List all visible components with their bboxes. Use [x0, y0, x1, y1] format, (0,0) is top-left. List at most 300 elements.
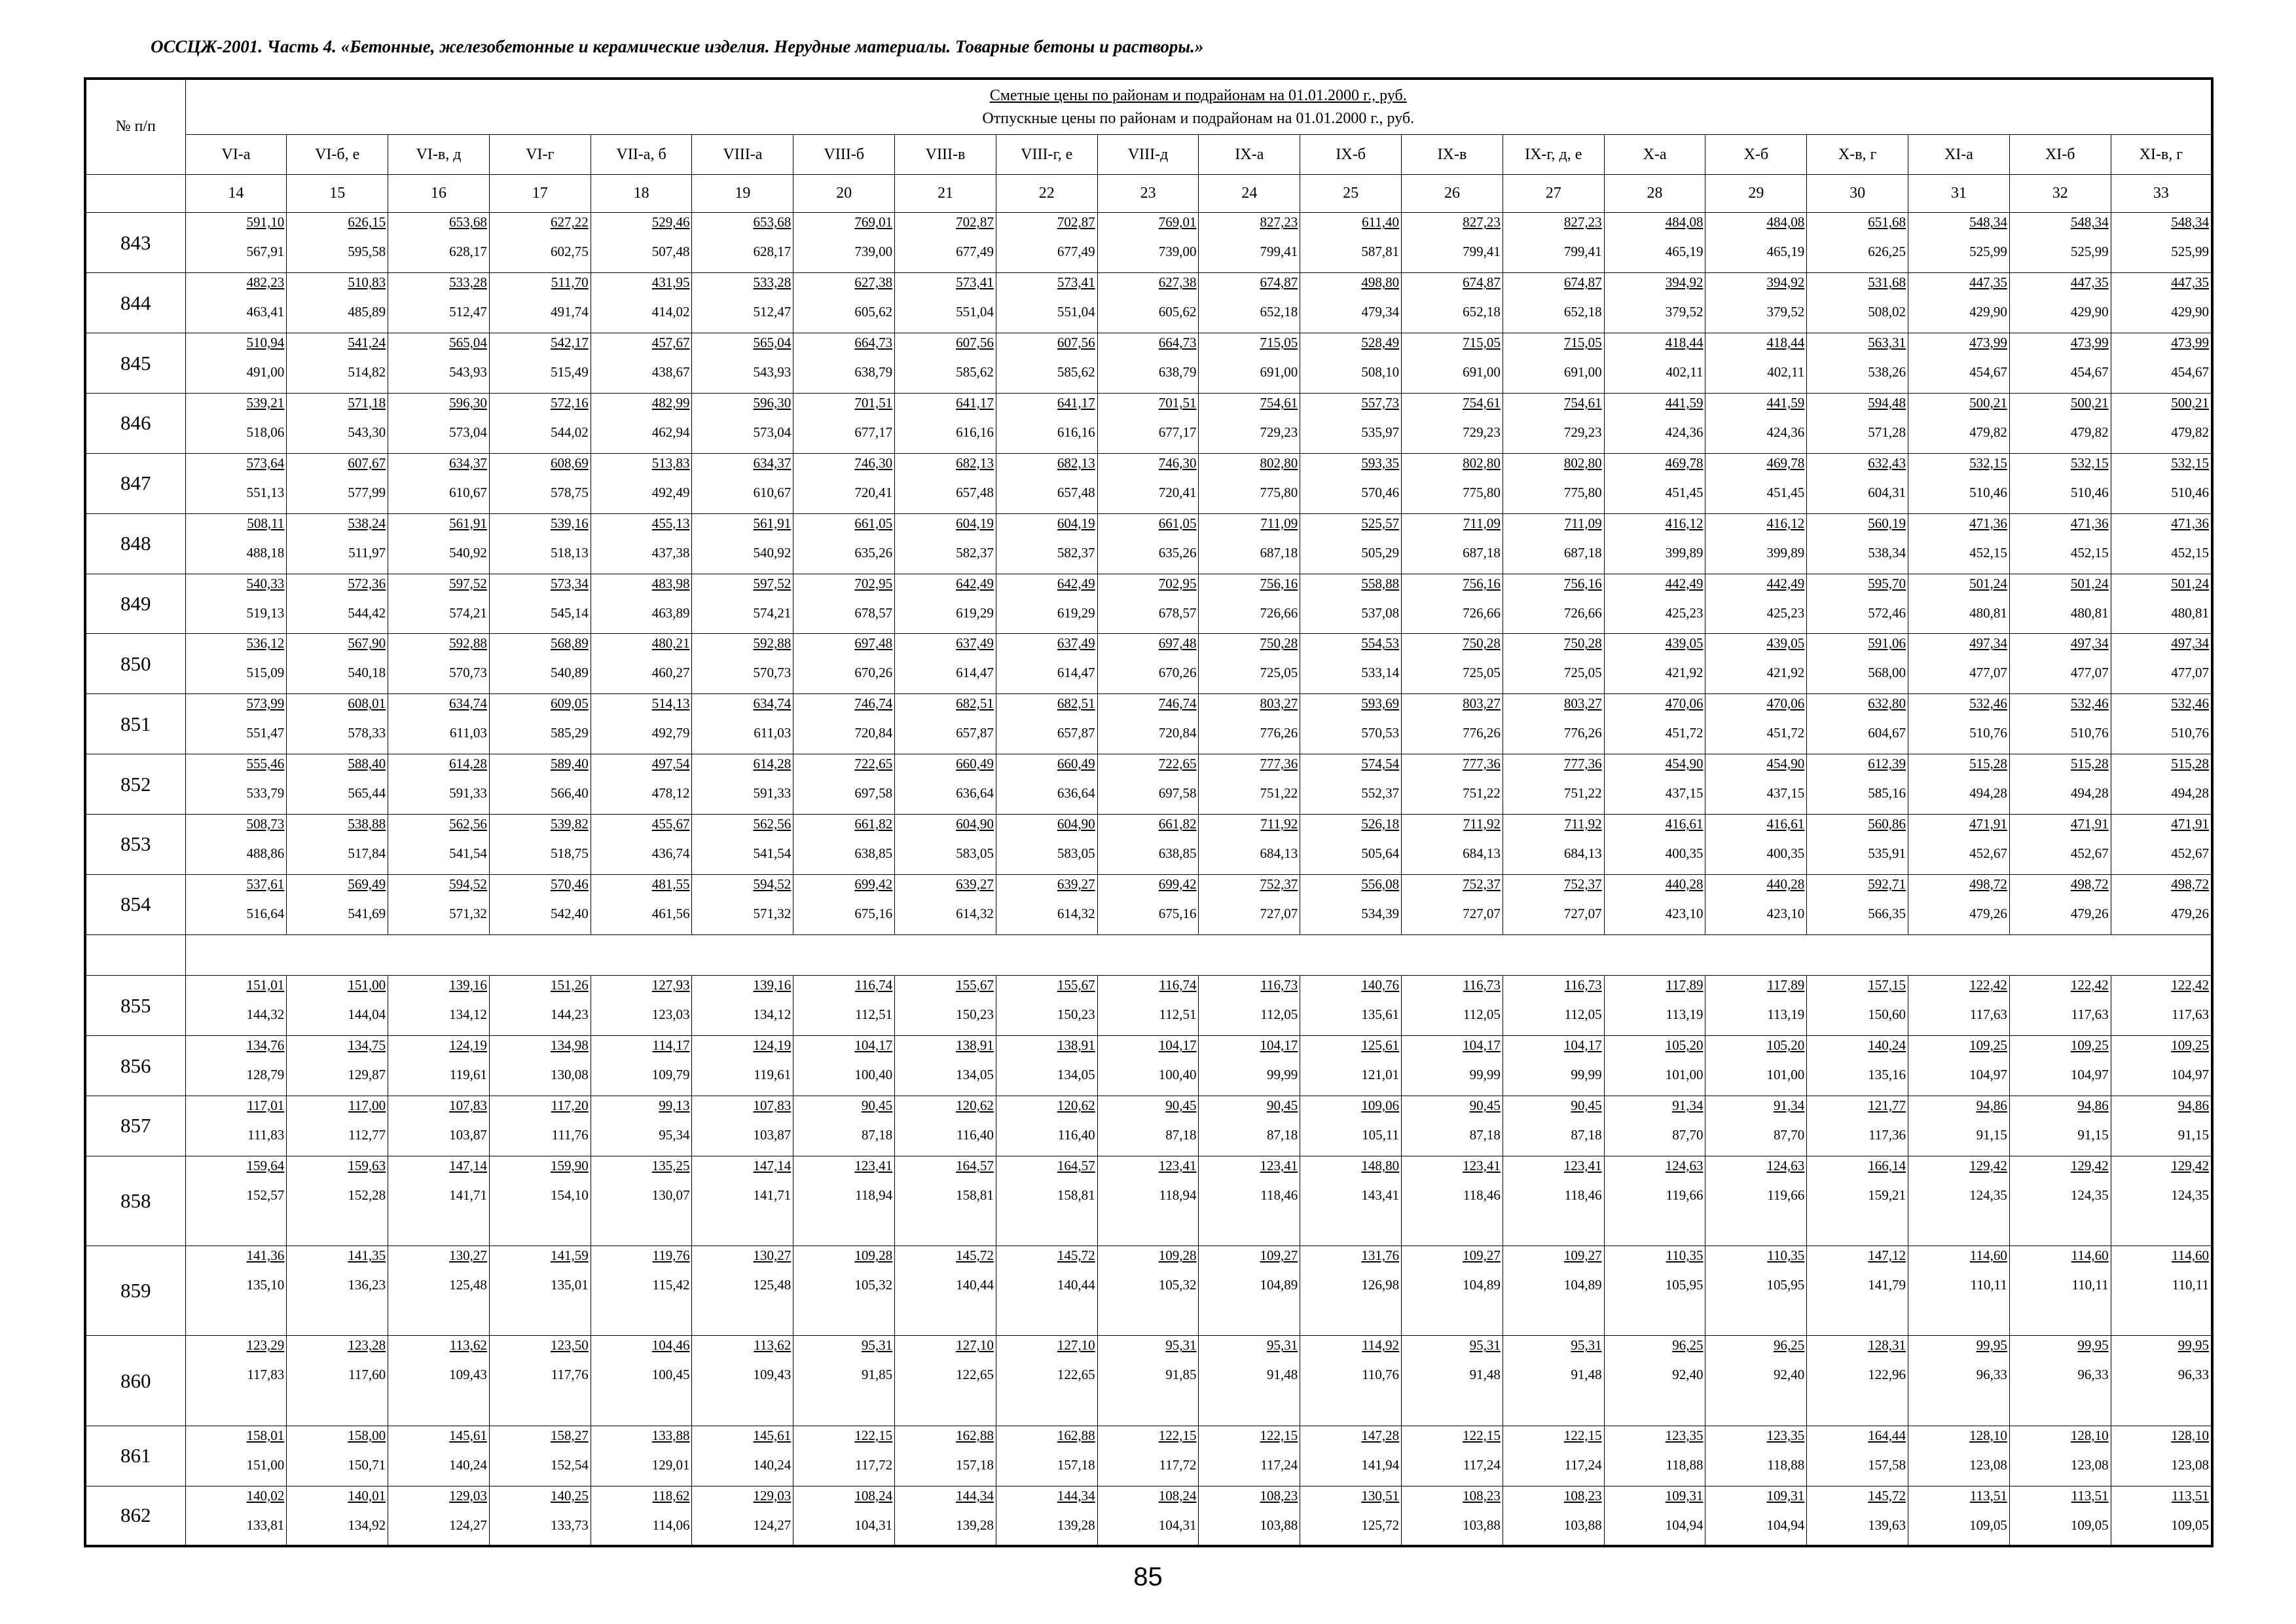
- price-cell: [692, 1486, 793, 1546]
- release-price: 452,15: [2070, 544, 2109, 561]
- price-cell: [1199, 634, 1300, 694]
- price-cell: [1908, 1036, 2010, 1096]
- estimate-price: 592,88: [449, 635, 487, 652]
- estimate-price: 674,87: [1563, 274, 1602, 291]
- price-cell: [185, 273, 287, 333]
- estimate-price: 128,10: [1969, 1427, 2007, 1443]
- estimate-price: 642,49: [956, 575, 994, 591]
- estimate-price: 99,95: [2077, 1337, 2109, 1354]
- price-cell: [1402, 513, 1503, 574]
- table-row: [85, 1246, 2212, 1336]
- price-cell: [996, 976, 1097, 1036]
- price-cell: [1097, 1486, 1199, 1546]
- release-price: 100,40: [1158, 1067, 1197, 1083]
- estimate-price: 674,87: [1260, 274, 1298, 291]
- price-cell: [2009, 513, 2111, 574]
- price-cell: [692, 333, 793, 394]
- release-price: 460,27: [651, 665, 690, 681]
- price-cell: [2009, 393, 2111, 453]
- release-price: 652,18: [1463, 304, 1501, 320]
- estimate-price: 441,59: [1766, 394, 1805, 411]
- release-price: 99,99: [1571, 1067, 1602, 1083]
- price-cell: [1604, 754, 1705, 815]
- release-price: 570,73: [753, 665, 792, 681]
- price-cell: [1705, 976, 1807, 1036]
- price-cell: [1199, 513, 1300, 574]
- price-cell: [489, 333, 591, 394]
- estimate-price: 555,46: [246, 756, 285, 772]
- estimate-price: 104,17: [1260, 1037, 1298, 1054]
- price-cell: [185, 754, 287, 815]
- estimate-price: 447,35: [2070, 274, 2109, 291]
- price-cell: [1503, 513, 1604, 574]
- estimate-price: 557,73: [1361, 394, 1400, 411]
- table-row: [85, 694, 2212, 754]
- price-cell: [1807, 574, 1908, 634]
- estimate-price: 119,76: [652, 1247, 690, 1264]
- row-number: 862: [85, 1486, 185, 1546]
- release-price: 112,05: [1564, 1006, 1602, 1023]
- release-price: 684,13: [1463, 845, 1501, 861]
- estimate-price: 660,49: [1057, 756, 1095, 772]
- price-cell: [895, 1336, 996, 1426]
- estimate-price: 746,74: [1158, 695, 1197, 712]
- table-row: [85, 976, 2212, 1036]
- price-cell: [1908, 754, 2010, 815]
- estimate-price: 573,99: [246, 695, 285, 712]
- release-price: 437,15: [1766, 785, 1805, 802]
- release-price: 578,33: [348, 725, 386, 741]
- release-price: 533,14: [1361, 665, 1400, 681]
- price-cell: [388, 634, 490, 694]
- release-price: 510,46: [2171, 484, 2209, 500]
- price-cell: [1199, 213, 1300, 273]
- price-cell: [1604, 513, 1705, 574]
- release-price: 465,19: [1665, 244, 1704, 260]
- price-cell: [1097, 333, 1199, 394]
- row-number: 845: [85, 333, 185, 394]
- district-header: IX-б: [1300, 135, 1402, 175]
- release-price: 87,70: [1774, 1127, 1805, 1143]
- release-price: 103,88: [1260, 1517, 1298, 1533]
- estimate-price: 416,12: [1665, 515, 1704, 531]
- release-price: 135,10: [246, 1277, 285, 1293]
- district-header: VI-а: [185, 135, 287, 175]
- release-price: 451,45: [1665, 484, 1704, 500]
- estimate-price: 145,72: [1057, 1247, 1095, 1264]
- release-price: 141,71: [449, 1187, 487, 1203]
- release-price: 635,26: [1158, 544, 1197, 561]
- price-cell: [2009, 1426, 2111, 1486]
- estimate-price: 109,27: [1463, 1247, 1501, 1264]
- price-cell: [287, 1486, 388, 1546]
- price-cell: [388, 574, 490, 634]
- release-price: 117,72: [1159, 1456, 1197, 1473]
- price-cell: [388, 393, 490, 453]
- release-price: 154,10: [550, 1187, 589, 1203]
- price-cell: [1807, 634, 1908, 694]
- release-price: 677,17: [1158, 424, 1197, 440]
- release-price: 638,79: [854, 364, 893, 380]
- estimate-price: 614,28: [753, 756, 792, 772]
- estimate-price: 702,87: [956, 214, 994, 231]
- estimate-price: 715,05: [1260, 335, 1298, 351]
- release-price: 451,72: [1665, 725, 1704, 741]
- price-cell: [489, 1096, 591, 1156]
- price-cell: [1807, 1426, 1908, 1486]
- table-row: [85, 1336, 2212, 1426]
- column-number: 33: [2111, 174, 2212, 213]
- estimate-price: 138,91: [1057, 1037, 1095, 1054]
- release-price: 113,19: [1666, 1006, 1704, 1023]
- price-cell: [1199, 333, 1300, 394]
- price-cell: [1503, 1096, 1604, 1156]
- estimate-price: 104,17: [1463, 1037, 1501, 1054]
- estimate-price: 130,51: [1361, 1487, 1400, 1504]
- release-price: 565,44: [348, 785, 386, 802]
- release-price: 126,98: [1361, 1277, 1400, 1293]
- estimate-price: 133,88: [651, 1427, 690, 1443]
- release-price: 534,39: [1361, 905, 1400, 921]
- release-price: 573,04: [753, 424, 792, 440]
- estimate-price: 651,68: [1868, 214, 1906, 231]
- price-cell: [1908, 694, 2010, 754]
- price-cell: [2009, 815, 2111, 875]
- price-cell: [185, 1486, 287, 1546]
- estimate-price: 532,15: [1969, 454, 2007, 471]
- release-price: 110,76: [1362, 1367, 1400, 1383]
- price-cell: [1097, 1246, 1199, 1336]
- district-header: IX-а: [1199, 135, 1300, 175]
- release-price: 100,40: [854, 1067, 893, 1083]
- estimate-price: 498,72: [2171, 876, 2209, 892]
- price-cell: [489, 815, 591, 875]
- price-cell: [1705, 634, 1807, 694]
- estimate-price: 90,45: [1165, 1098, 1197, 1114]
- estimate-price: 607,56: [1057, 335, 1095, 351]
- release-price: 591,33: [753, 785, 792, 802]
- release-price: 551,04: [956, 304, 994, 320]
- price-cell: [1807, 1246, 1908, 1336]
- price-cell: [793, 393, 895, 453]
- release-price: 438,67: [651, 364, 690, 380]
- release-price: 451,72: [1766, 725, 1805, 741]
- price-cell: [793, 1246, 895, 1336]
- release-price: 572,46: [1868, 604, 1906, 621]
- release-price: 109,79: [651, 1067, 690, 1083]
- estimate-price: 122,15: [1463, 1427, 1501, 1443]
- price-cell: [793, 1486, 895, 1546]
- release-price: 113,19: [1767, 1006, 1805, 1023]
- price-cell: [1604, 1036, 1705, 1096]
- price-cell: [2009, 976, 2111, 1036]
- release-price: 616,16: [1057, 424, 1095, 440]
- estimate-price: 416,61: [1665, 816, 1704, 832]
- price-cell: [1604, 874, 1705, 934]
- estimate-price: 674,87: [1463, 274, 1501, 291]
- price-cell: [895, 513, 996, 574]
- price-cell: [996, 213, 1097, 273]
- price-cell: [692, 874, 793, 934]
- price-cell: [1908, 1426, 2010, 1486]
- row-number: 851: [85, 694, 185, 754]
- release-price: 119,61: [754, 1067, 792, 1083]
- price-cell: [591, 1486, 692, 1546]
- price-cell: [1503, 393, 1604, 453]
- estimate-price: 637,49: [956, 635, 994, 652]
- release-price: 117,24: [1260, 1456, 1298, 1473]
- price-cell: [591, 273, 692, 333]
- estimate-price: 682,13: [1057, 454, 1095, 471]
- release-price: 425,23: [1766, 604, 1805, 621]
- price-cell: [1908, 1096, 2010, 1156]
- release-price: 117,63: [2172, 1006, 2209, 1023]
- estimate-price: 116,74: [855, 977, 893, 993]
- release-price: 144,23: [550, 1006, 589, 1023]
- price-cell: [591, 1246, 692, 1336]
- release-price: 105,95: [1665, 1277, 1704, 1293]
- price-cell: [1503, 213, 1604, 273]
- release-price: 133,81: [246, 1517, 285, 1533]
- estimate-price: 596,30: [449, 394, 487, 411]
- release-price: 619,29: [956, 604, 994, 621]
- release-price: 159,21: [1868, 1187, 1906, 1203]
- price-cell: [1503, 976, 1604, 1036]
- release-price: 399,89: [1766, 544, 1805, 561]
- release-price: 574,21: [753, 604, 792, 621]
- price-cell: [996, 574, 1097, 634]
- estimate-price: 560,86: [1868, 816, 1906, 832]
- price-cell: [1705, 754, 1807, 815]
- row-number: 853: [85, 815, 185, 875]
- release-price: 117,72: [855, 1456, 893, 1473]
- price-cell: [1604, 815, 1705, 875]
- estimate-price: 109,25: [2171, 1037, 2209, 1054]
- release-price: 134,05: [956, 1067, 994, 1083]
- estimate-price: 528,49: [1361, 335, 1400, 351]
- estimate-price: 682,51: [956, 695, 994, 712]
- price-cell: [793, 1156, 895, 1246]
- estimate-price: 526,18: [1361, 816, 1400, 832]
- price-cell: [1199, 1036, 1300, 1096]
- estimate-price: 117,00: [348, 1098, 386, 1114]
- table-row: [85, 1096, 2212, 1156]
- price-cell: [1097, 453, 1199, 513]
- price-cell: [692, 1426, 793, 1486]
- price-cell: [895, 574, 996, 634]
- price-cell: [1705, 1036, 1807, 1096]
- price-cell: [287, 1246, 388, 1336]
- table-row: [85, 453, 2212, 513]
- price-cell: [287, 815, 388, 875]
- estimate-price: 565,04: [753, 335, 792, 351]
- price-cell: [895, 1096, 996, 1156]
- price-cell: [1300, 1036, 1402, 1096]
- price-cell: [185, 453, 287, 513]
- price-cell: [185, 213, 287, 273]
- estimate-price: 447,35: [2171, 274, 2209, 291]
- estimate-price: 124,63: [1665, 1157, 1704, 1173]
- estimate-price: 162,88: [956, 1427, 994, 1443]
- table-row: [85, 634, 2212, 694]
- price-cell: [2111, 754, 2212, 815]
- price-cell: [388, 1246, 490, 1336]
- price-cell: [1402, 634, 1503, 694]
- release-price: 109,05: [1969, 1517, 2007, 1533]
- price-cell: [287, 694, 388, 754]
- price-cell: [2111, 1156, 2212, 1246]
- release-price: 112,51: [1159, 1006, 1197, 1023]
- release-price: 111,83: [247, 1127, 285, 1143]
- price-cell: [1199, 874, 1300, 934]
- release-price: 543,93: [449, 364, 487, 380]
- release-price: 104,94: [1766, 1517, 1805, 1533]
- estimate-price: 777,36: [1463, 756, 1501, 772]
- price-cell: [1402, 754, 1503, 815]
- estimate-price: 109,28: [1158, 1247, 1197, 1264]
- release-price: 751,22: [1260, 785, 1298, 802]
- price-cell: [2009, 1336, 2111, 1426]
- estimate-price: 641,17: [956, 394, 994, 411]
- estimate-price: 151,26: [550, 977, 589, 993]
- price-cell: [1908, 815, 2010, 875]
- estimate-price: 515,28: [1969, 756, 2007, 772]
- estimate-price: 470,06: [1665, 695, 1704, 712]
- release-price: 540,92: [753, 544, 792, 561]
- estimate-price: 469,78: [1766, 454, 1805, 471]
- release-price: 537,08: [1361, 604, 1400, 621]
- estimate-price: 94,86: [2077, 1098, 2109, 1114]
- release-price: 657,48: [1057, 484, 1095, 500]
- release-price: 112,77: [348, 1127, 386, 1143]
- estimate-price: 769,01: [1158, 214, 1197, 231]
- release-price: 619,29: [1057, 604, 1095, 621]
- price-cell: [287, 213, 388, 273]
- price-cell: [692, 273, 793, 333]
- price-cell: [1199, 453, 1300, 513]
- estimate-price: 607,56: [956, 335, 994, 351]
- estimate-price: 711,09: [1463, 515, 1501, 531]
- release-price: 729,23: [1563, 424, 1602, 440]
- price-cell: [1908, 333, 2010, 394]
- price-cell: [692, 634, 793, 694]
- release-price: 423,10: [1766, 905, 1805, 921]
- price-cell: [1705, 453, 1807, 513]
- release-price: 776,26: [1563, 725, 1602, 741]
- release-price: 134,12: [449, 1006, 487, 1023]
- estimate-price: 515,28: [2171, 756, 2209, 772]
- estimate-price: 548,34: [2171, 214, 2209, 231]
- release-price: 117,60: [348, 1367, 386, 1383]
- price-cell: [591, 453, 692, 513]
- release-price: 109,43: [753, 1367, 792, 1383]
- price-cell: [1402, 1426, 1503, 1486]
- release-price: 429,90: [2070, 304, 2109, 320]
- estimate-price: 607,67: [348, 454, 386, 471]
- release-price: 776,26: [1260, 725, 1298, 741]
- price-cell: [591, 513, 692, 574]
- price-cell: [1604, 453, 1705, 513]
- price-cell: [1908, 1156, 2010, 1246]
- estimate-price: 711,92: [1463, 816, 1501, 832]
- price-cell: [996, 634, 1097, 694]
- price-cell: [1705, 574, 1807, 634]
- district-header: X-в, г: [1807, 135, 1908, 175]
- estimate-price: 440,28: [1665, 876, 1704, 892]
- release-price: 424,36: [1766, 424, 1805, 440]
- estimate-price: 122,15: [854, 1427, 893, 1443]
- price-cell: [1402, 333, 1503, 394]
- release-price: 626,25: [1868, 244, 1906, 260]
- estimate-price: 123,41: [854, 1157, 893, 1173]
- price-table: [84, 77, 2214, 1547]
- estimate-price: 114,17: [652, 1037, 690, 1054]
- release-price: 87,70: [1672, 1127, 1704, 1143]
- price-cell: [591, 213, 692, 273]
- column-number: 29: [1705, 174, 1807, 213]
- price-cell: [1503, 273, 1604, 333]
- estimate-price: 108,23: [1260, 1487, 1298, 1504]
- row-number: 844: [85, 273, 185, 333]
- column-number: 16: [388, 174, 490, 213]
- release-price: 454,67: [2171, 364, 2209, 380]
- row-number: 849: [85, 574, 185, 634]
- release-price: 141,94: [1361, 1456, 1400, 1473]
- release-price: 123,08: [2070, 1456, 2109, 1473]
- estimate-price: 538,88: [348, 816, 386, 832]
- release-price: 635,26: [854, 544, 893, 561]
- release-price: 414,02: [651, 304, 690, 320]
- estimate-price: 123,41: [1158, 1157, 1197, 1173]
- estimate-price: 134,98: [550, 1037, 589, 1054]
- price-cell: [793, 273, 895, 333]
- release-price: 477,07: [2070, 665, 2109, 681]
- release-price: 130,07: [651, 1187, 690, 1203]
- estimate-price: 108,24: [854, 1487, 893, 1504]
- price-cell: [1199, 1096, 1300, 1156]
- estimate-price: 127,10: [956, 1337, 994, 1354]
- table-row: [85, 815, 2212, 875]
- estimate-price: 394,92: [1766, 274, 1805, 291]
- estimate-price: 750,28: [1260, 635, 1298, 652]
- estimate-price: 632,80: [1868, 695, 1906, 712]
- price-cell: [1705, 393, 1807, 453]
- release-price: 727,07: [1260, 905, 1298, 921]
- table-row: [85, 213, 2212, 273]
- price-cell: [287, 634, 388, 694]
- estimate-price: 457,67: [651, 335, 690, 351]
- price-cell: [1807, 874, 1908, 934]
- price-cell: [895, 1486, 996, 1546]
- estimate-price: 145,72: [1868, 1487, 1906, 1504]
- release-price: 614,47: [956, 665, 994, 681]
- price-cell: [1402, 1246, 1503, 1336]
- column-number: 17: [489, 174, 591, 213]
- release-price: 402,11: [1666, 364, 1704, 380]
- release-price: 595,58: [348, 244, 386, 260]
- price-cell: [489, 393, 591, 453]
- price-cell: [1604, 1246, 1705, 1336]
- estimate-price: 595,70: [1868, 575, 1906, 591]
- price-cell: [793, 815, 895, 875]
- release-price: 461,56: [651, 905, 690, 921]
- release-price: 101,00: [1665, 1067, 1704, 1083]
- release-price: 118,88: [1666, 1456, 1704, 1473]
- table-row: [85, 754, 2212, 815]
- estimate-price: 124,19: [753, 1037, 792, 1054]
- estimate-price: 497,34: [1969, 635, 2007, 652]
- estimate-price: 109,25: [2070, 1037, 2109, 1054]
